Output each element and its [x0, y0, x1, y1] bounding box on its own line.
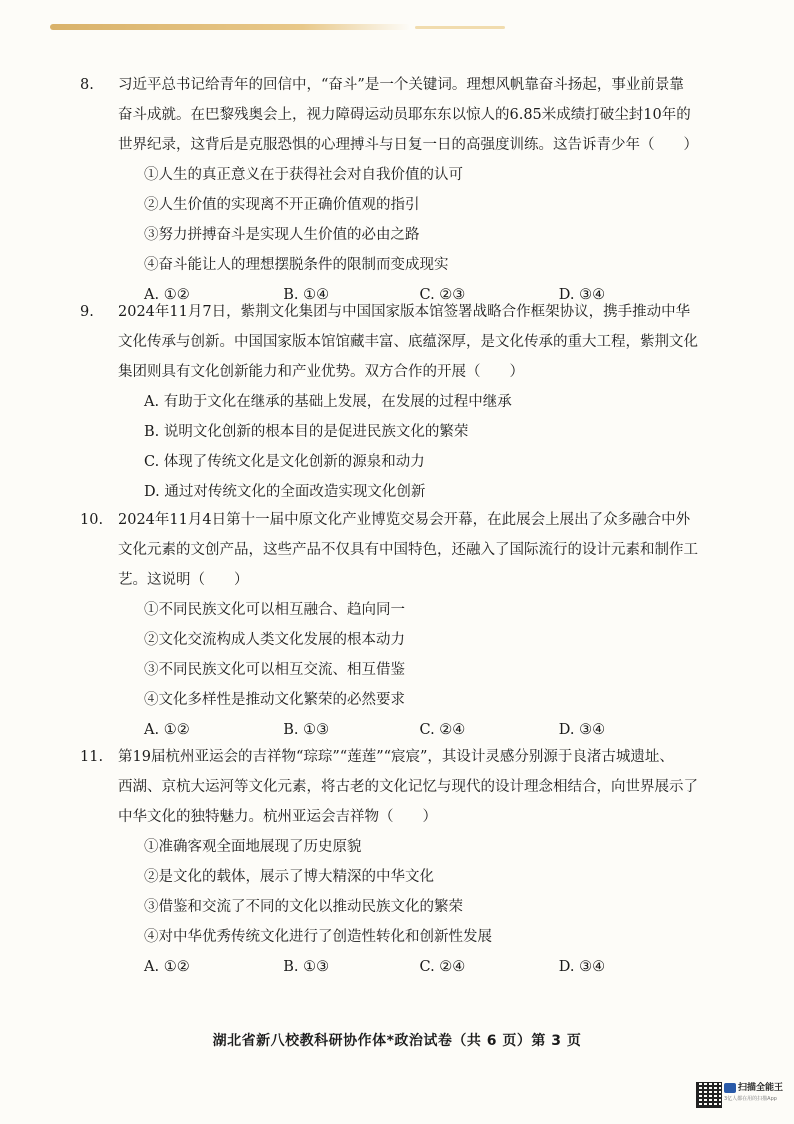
option-d[interactable]: D. ③④ — [558, 287, 606, 303]
statement-item: ②是文化的载体，展示了博大精深的中华文化 — [144, 869, 434, 885]
question-number: 9. — [80, 304, 94, 320]
stem-line: 奋斗成就。在巴黎残奥会上，视力障碍运动员耶东东以惊人的6.85米成绩打破尘封10年的 — [118, 107, 691, 123]
question-8 — [80, 70, 698, 310]
option-b[interactable]: B. ①③ — [283, 722, 330, 738]
stem-line: 习近平总书记给青年的回信中，“奋斗”是一个关键词。理想风帆靠奋斗扬起，事业前景靠 — [118, 77, 684, 93]
statement-item: ④对中华优秀传统文化进行了创造性转化和创新性发展 — [144, 929, 492, 945]
option-a[interactable]: A. ①② — [144, 287, 190, 303]
option-c[interactable]: C. ②④ — [419, 722, 466, 738]
statement-item: ③努力拼搏奋斗是实现人生价值的必由之路 — [144, 227, 420, 243]
option-b[interactable]: B. ①③ — [283, 959, 330, 975]
stem-line: 艺。这说明（ ） — [118, 572, 249, 588]
question-10 — [80, 505, 698, 745]
option-c[interactable]: C. ②③ — [419, 287, 466, 303]
statement-item: ④奋斗能让人的理想摆脱条件的限制而变成现实 — [144, 257, 449, 273]
statement-item: ③借鉴和交流了不同的文化以推动民族文化的繁荣 — [144, 899, 463, 915]
stem-line: 第19届杭州亚运会的吉祥物“琮琮”“莲莲”“宸宸”，其设计灵感分别源于良渚古城遗址、 — [118, 749, 674, 765]
stem-line: 文化传承与创新。中国国家版本馆馆藏丰富、底蕴深厚，是文化传承的重大工程，紫荆文化 — [118, 334, 698, 350]
answer-options — [118, 952, 698, 982]
option-a[interactable]: A. ①② — [144, 722, 190, 738]
statement-item: ③不同民族文化可以相互交流、相互借鉴 — [144, 662, 405, 678]
option-b[interactable]: B. 说明文化创新的根本目的是促进民族文化的繁荣 — [144, 424, 469, 440]
option-a[interactable]: A. ①② — [144, 959, 190, 975]
stem-line: 世界纪录，这背后是克服恐惧的心理搏斗与日复一日的高强度训练。这告诉青少年（ ） — [118, 137, 698, 153]
statement-item: ①不同民族文化可以相互融合、趋向同一 — [144, 602, 405, 618]
statement-item: ②人生价值的实现离不开正确价值观的指引 — [144, 197, 420, 213]
scanner-app-name: 扫描全能王 — [738, 1083, 784, 1093]
question-number: 10. — [80, 512, 104, 528]
scanner-logo-icon — [724, 1083, 736, 1093]
question-9 — [80, 297, 698, 507]
statement-item: ①准确客观全面地展现了历史原貌 — [144, 839, 362, 855]
answer-options — [118, 715, 698, 745]
scanner-tagline: 3亿人都在用的扫描App — [724, 1096, 777, 1102]
stem-line: 文化元素的文创产品，这些产品不仅具有中国特色，还融入了国际流行的设计元素和制作工 — [118, 542, 698, 558]
statement-item: ①人生的真正意义在于获得社会对自我价值的认可 — [144, 167, 463, 183]
stem-line: 2024年11月4日第十一届中原文化产业博览交易会开幕，在此展会上展出了众多融合中外 — [118, 512, 691, 528]
option-d[interactable]: D. ③④ — [558, 959, 606, 975]
stem-line: 西湖、京杭大运河等文化元素，将古老的文化记忆与现代的设计理念相结合，向世界展示了 — [118, 779, 698, 795]
question-number: 11. — [80, 749, 104, 765]
qr-code-icon — [696, 1082, 722, 1108]
page-footer: 湖北省新八校教科研协作体*政治试卷（共 6 页）第 3 页 — [212, 1033, 582, 1049]
stem-line: 2024年11月7日，紫荆文化集团与中国国家版本馆签署战略合作框架协议，携手推动中华 — [118, 304, 691, 320]
option-c[interactable]: C. 体现了传统文化是文化创新的源泉和动力 — [144, 454, 425, 470]
statement-item: ④文化多样性是推动文化繁荣的必然要求 — [144, 692, 405, 708]
stem-line: 中华文化的独特魅力。杭州亚运会吉祥物（ ） — [118, 809, 437, 825]
stem-line: 集团则具有文化创新能力和产业优势。双方合作的开展（ ） — [118, 364, 524, 380]
option-b[interactable]: B. ①④ — [283, 287, 330, 303]
option-d[interactable]: D. ③④ — [558, 722, 606, 738]
option-c[interactable]: C. ②④ — [419, 959, 466, 975]
option-a[interactable]: A. 有助于文化在继承的基础上发展，在发展的过程中继承 — [144, 394, 512, 410]
statement-item: ②文化交流构成人类文化发展的根本动力 — [144, 632, 405, 648]
option-d[interactable]: D. 通过对传统文化的全面改造实现文化创新 — [144, 484, 426, 500]
question-11 — [80, 742, 698, 982]
question-number: 8. — [80, 77, 94, 93]
